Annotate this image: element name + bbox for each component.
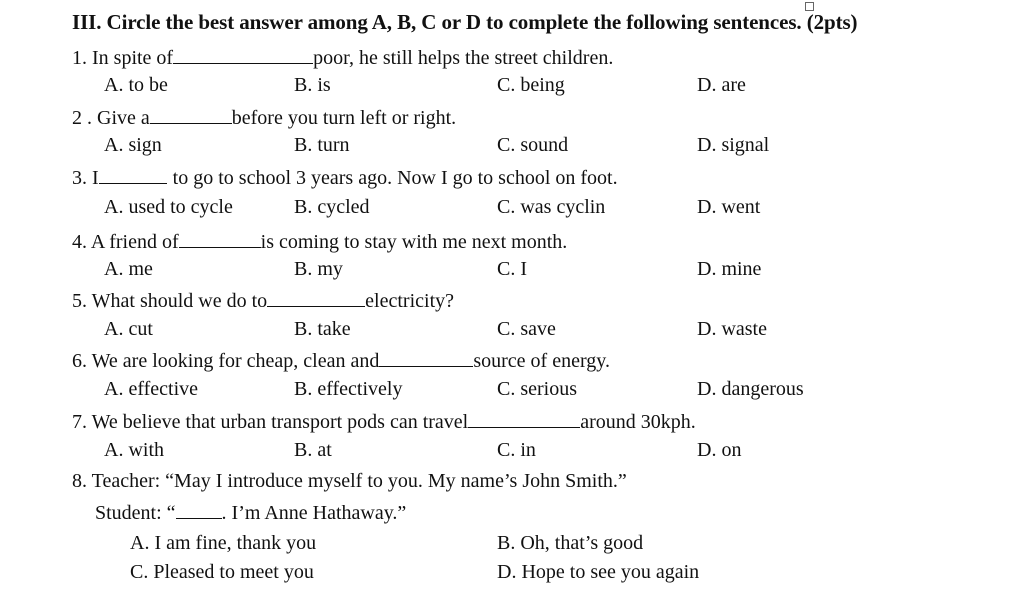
question-text-before: 8. Teacher: “May I introduce myself to you. My name’s John Smith.” <box>72 470 627 492</box>
question-text-after: before you turn left or right. <box>231 107 457 129</box>
question-2 <box>72 105 456 130</box>
option-a[interactable]: A. me <box>104 258 153 280</box>
question-text-before: 5. What should we do to <box>72 290 268 312</box>
question-text-after: around 30kph. <box>580 411 696 433</box>
option-d[interactable]: D. Hope to see you again <box>497 561 700 583</box>
answer-blank[interactable] <box>99 165 167 184</box>
option-b[interactable]: B. my <box>294 258 343 280</box>
question-8-student-line <box>95 500 406 525</box>
question-text-before: 1. In spite of <box>72 47 174 69</box>
question-text-after: poor, he still helps the street children. <box>313 47 614 69</box>
question-3 <box>72 165 618 190</box>
section-heading: III. Circle the best answer among A, B, C or D to complete the following sentences. (2pts) <box>72 10 858 34</box>
option-a[interactable]: A. with <box>104 439 164 461</box>
question-text-after: electricity? <box>365 290 454 312</box>
option-d[interactable]: D. waste <box>697 318 767 340</box>
question-4 <box>72 229 567 254</box>
option-a[interactable]: A. cut <box>104 318 153 340</box>
option-c[interactable]: C. save <box>497 318 556 340</box>
question-1 <box>72 45 613 70</box>
option-d[interactable]: D. mine <box>697 258 762 280</box>
option-b[interactable]: B. cycled <box>294 196 370 218</box>
option-c[interactable]: C. I <box>497 258 527 280</box>
option-a[interactable]: A. to be <box>104 74 168 96</box>
option-c[interactable]: C. being <box>497 74 565 96</box>
question-text-before: 2 . Give a <box>72 107 150 129</box>
question-8 <box>72 469 627 493</box>
question-7 <box>72 409 696 434</box>
question-text-before: 4. A friend of <box>72 231 179 253</box>
question-6 <box>72 348 610 373</box>
option-b[interactable]: B. at <box>294 439 332 461</box>
question-text-after: source of energy. <box>473 350 610 372</box>
question-text-before: 3. I <box>72 167 99 189</box>
option-b[interactable]: B. turn <box>294 134 350 156</box>
option-b[interactable]: B. Oh, that’s good <box>497 532 644 554</box>
student-text-after: . I’m Anne Hathaway.” <box>221 502 407 524</box>
option-c[interactable]: C. in <box>497 439 536 461</box>
option-b[interactable]: B. effectively <box>294 378 403 400</box>
option-d[interactable]: D. are <box>697 74 746 96</box>
option-d[interactable]: D. signal <box>697 134 770 156</box>
option-c[interactable]: C. serious <box>497 378 577 400</box>
answer-blank[interactable] <box>179 229 261 248</box>
option-d[interactable]: D. on <box>697 439 742 461</box>
option-b[interactable]: B. is <box>294 74 331 96</box>
option-c[interactable]: C. Pleased to meet you <box>130 561 314 583</box>
option-d[interactable]: D. dangerous <box>697 378 804 400</box>
option-a[interactable]: A. I am fine, thank you <box>130 532 317 554</box>
option-c[interactable]: C. was cyclin <box>497 196 606 218</box>
option-c[interactable]: C. sound <box>497 134 569 156</box>
answer-blank[interactable] <box>173 45 313 64</box>
option-a[interactable]: A. used to cycle <box>104 196 233 218</box>
answer-blank[interactable] <box>267 288 365 307</box>
question-5 <box>72 288 454 313</box>
question-text-after: to go to school 3 years ago. Now I go to school on foot. <box>172 167 618 189</box>
answer-blank[interactable] <box>379 348 473 367</box>
option-b[interactable]: B. take <box>294 318 351 340</box>
question-text-before: 7. We believe that urban transport pods can travel <box>72 411 469 433</box>
question-text-after: is coming to stay with me next month. <box>260 231 568 253</box>
answer-blank[interactable] <box>176 500 222 519</box>
student-text-before: Student: “ <box>95 502 176 524</box>
question-text-before: 6. We are looking for cheap, clean and <box>72 350 380 372</box>
option-a[interactable]: A. sign <box>104 134 162 156</box>
answer-blank[interactable] <box>150 105 232 124</box>
option-a[interactable]: A. effective <box>104 378 199 400</box>
option-d[interactable]: D. went <box>697 196 761 218</box>
answer-blank[interactable] <box>468 409 580 428</box>
